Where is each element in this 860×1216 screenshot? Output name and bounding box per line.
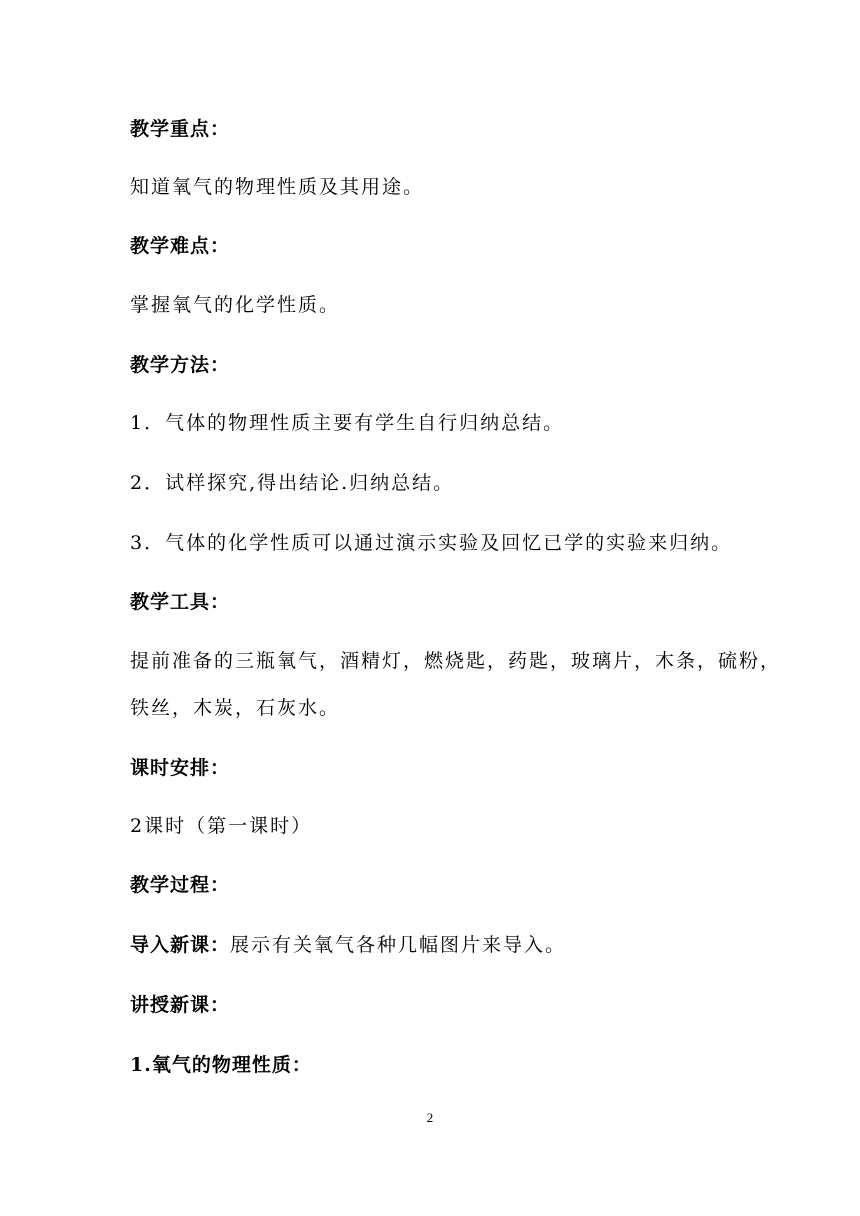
heading-teaching-method: 教学方法： — [130, 354, 231, 376]
heading-new-lesson: 讲授新课： — [130, 994, 231, 1016]
heading-oxygen-physical-properties: 1.氧气的物理性质： — [130, 1054, 312, 1076]
page-number: 2 — [426, 1110, 434, 1125]
introduction-text: 展示有关氧气各种几幅图片来导入。 — [230, 934, 567, 956]
introduction-label: 导入新课： — [130, 934, 231, 956]
paragraph-teaching-difficulty: 掌握氧气的化学性质。 — [130, 294, 341, 316]
heading-teaching-difficulty: 教学难点： — [130, 235, 231, 257]
heading-teaching-focus: 教学重点： — [130, 118, 231, 140]
heading-teaching-process: 教学过程： — [130, 874, 231, 896]
list-item-method-3: 3．气体的化学性质可以通过演示实验及回忆已学的实验来归纳。 — [130, 532, 733, 554]
list-item-method-2: 2．试样探究,得出结论.归纳总结。 — [130, 472, 455, 494]
heading-lesson-schedule: 课时安排： — [130, 757, 231, 779]
paragraph-teaching-tools-line-2: 铁丝，木炭，石灰水。 — [130, 697, 341, 719]
paragraph-introduction — [130, 932, 566, 958]
heading-teaching-tools: 教学工具： — [130, 591, 231, 613]
list-item-method-1: 1．气体的物理性质主要有学生自行归纳总结。 — [130, 412, 565, 434]
paragraph-teaching-tools-line-1: 提前准备的三瓶氧气，酒精灯，燃烧匙，药匙，玻璃片，木条，硫粉， — [130, 650, 782, 672]
paragraph-lesson-schedule: 2课时（第一课时） — [130, 815, 313, 837]
paragraph-teaching-focus: 知道氧气的物理性质及其用途。 — [130, 176, 425, 198]
